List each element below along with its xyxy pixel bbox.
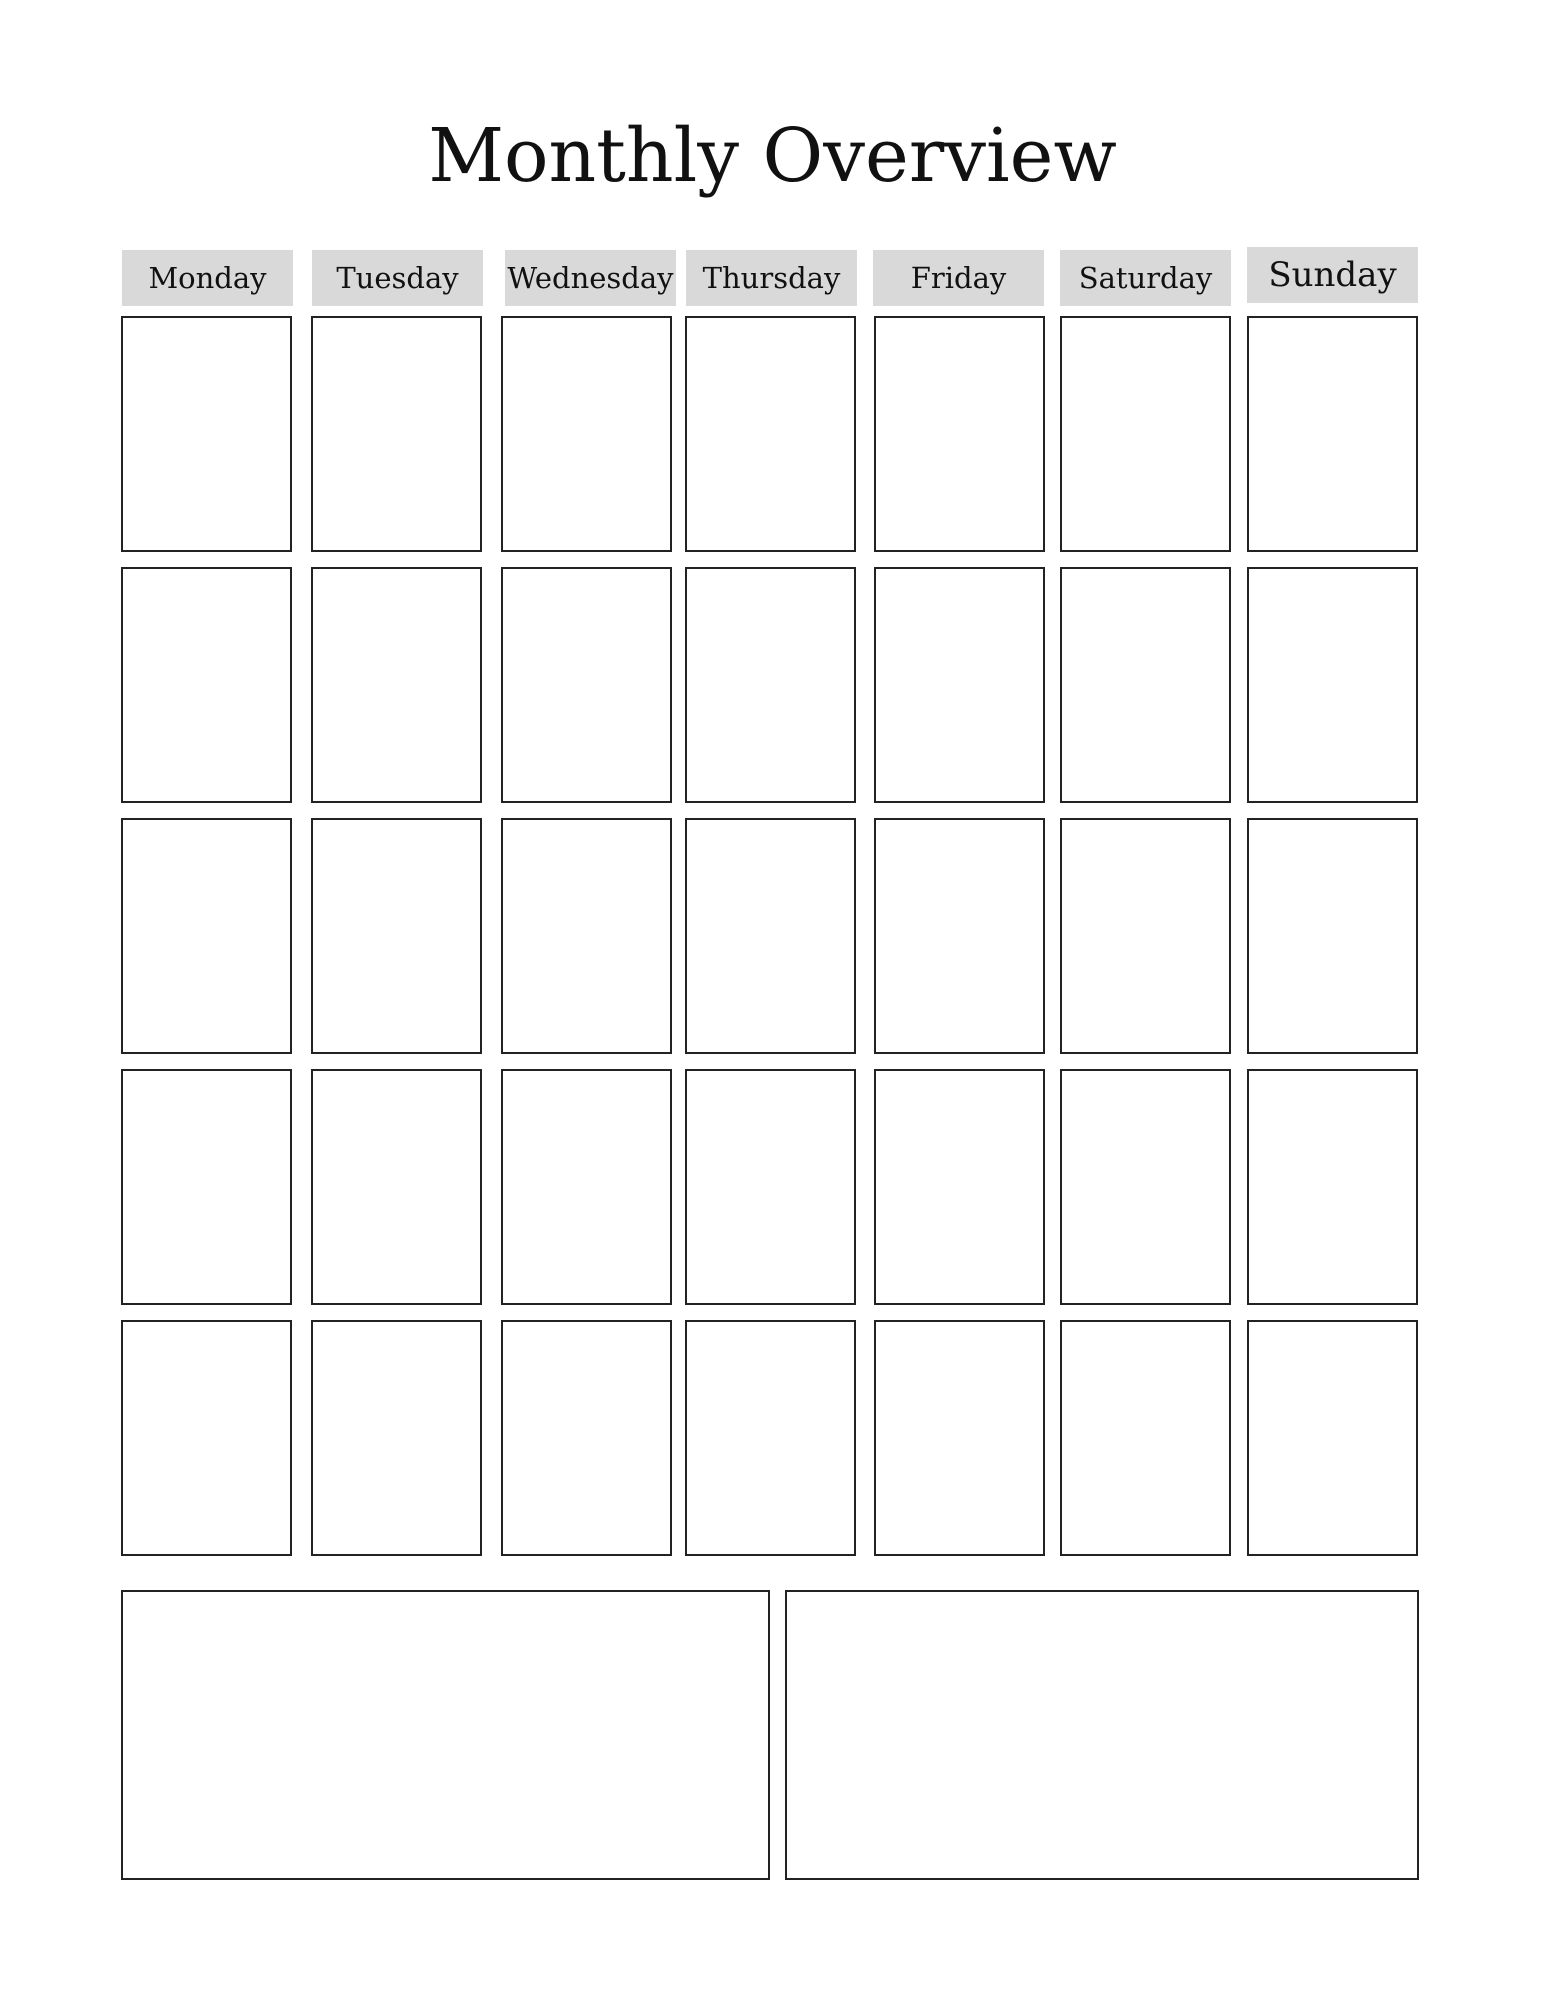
day-cell-week2-wed[interactable] — [501, 567, 672, 803]
day-cell-week5-fri[interactable] — [874, 1320, 1045, 1556]
day-cell-week4-sat[interactable] — [1060, 1069, 1231, 1305]
day-cell-week2-thu[interactable] — [685, 567, 856, 803]
weekday-header-thursday: Thursday — [686, 250, 857, 306]
day-cell-week1-tue[interactable] — [311, 316, 482, 552]
day-cell-week2-sat[interactable] — [1060, 567, 1231, 803]
page-title: Monthly Overview — [428, 113, 1117, 199]
day-cell-week4-tue[interactable] — [311, 1069, 482, 1305]
day-cell-week1-mon[interactable] — [121, 316, 292, 552]
day-cell-week5-sun[interactable] — [1247, 1320, 1418, 1556]
day-cell-week3-fri[interactable] — [874, 818, 1045, 1054]
notes-box-left[interactable] — [121, 1590, 770, 1880]
day-cell-week1-sat[interactable] — [1060, 316, 1231, 552]
day-cell-week1-wed[interactable] — [501, 316, 672, 552]
weekday-header-friday: Friday — [873, 250, 1044, 306]
day-cell-week3-sun[interactable] — [1247, 818, 1418, 1054]
day-cell-week1-fri[interactable] — [874, 316, 1045, 552]
day-cell-week3-mon[interactable] — [121, 818, 292, 1054]
day-cell-week2-fri[interactable] — [874, 567, 1045, 803]
day-cell-week3-thu[interactable] — [685, 818, 856, 1054]
day-cell-week5-tue[interactable] — [311, 1320, 482, 1556]
weekday-header-wednesday: Wednesday — [505, 250, 676, 306]
day-cell-week4-wed[interactable] — [501, 1069, 672, 1305]
day-cell-week3-wed[interactable] — [501, 818, 672, 1054]
weekday-header-sunday: Sunday — [1247, 247, 1418, 303]
weekday-header-saturday: Saturday — [1060, 250, 1231, 306]
day-cell-week5-thu[interactable] — [685, 1320, 856, 1556]
day-cell-week4-thu[interactable] — [685, 1069, 856, 1305]
day-cell-week4-mon[interactable] — [121, 1069, 292, 1305]
day-cell-week4-fri[interactable] — [874, 1069, 1045, 1305]
weekday-header-monday: Monday — [122, 250, 293, 306]
weekday-header-tuesday: Tuesday — [312, 250, 483, 306]
day-cell-week2-sun[interactable] — [1247, 567, 1418, 803]
notes-box-right[interactable] — [785, 1590, 1419, 1880]
day-cell-week5-mon[interactable] — [121, 1320, 292, 1556]
day-cell-week3-sat[interactable] — [1060, 818, 1231, 1054]
day-cell-week2-tue[interactable] — [311, 567, 482, 803]
day-cell-week2-mon[interactable] — [121, 567, 292, 803]
day-cell-week4-sun[interactable] — [1247, 1069, 1418, 1305]
day-cell-week1-thu[interactable] — [685, 316, 856, 552]
day-cell-week1-sun[interactable] — [1247, 316, 1418, 552]
day-cell-week3-tue[interactable] — [311, 818, 482, 1054]
day-cell-week5-wed[interactable] — [501, 1320, 672, 1556]
day-cell-week5-sat[interactable] — [1060, 1320, 1231, 1556]
